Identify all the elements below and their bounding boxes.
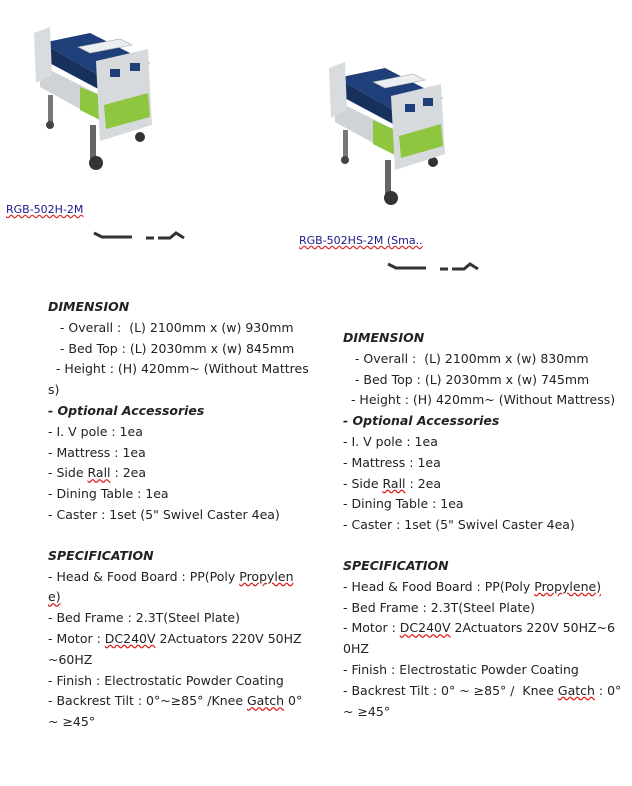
side-rail-suffix: : 2ea — [405, 475, 441, 491]
accessory-iv-pole: - I. V pole : 1ea — [343, 433, 438, 449]
spec-motor-b: DC240V — [399, 620, 451, 636]
dimension-heading: DIMENSION — [343, 330, 425, 345]
spec-board-a: - Head & Food Board : PP(Poly — [343, 578, 535, 594]
spec-board — [343, 577, 623, 598]
spec-board-a: - Head & Food Board : PP(Poly — [48, 568, 240, 584]
spec-board-cont — [48, 587, 306, 608]
spec-block-1 — [48, 297, 309, 733]
spec-tilt-b: Gatch — [247, 693, 285, 709]
accessory-caster: - Caster : 1set (5" Swivel Caster 4ea) — [343, 517, 575, 533]
spec-tilt-c: 0° — [284, 693, 303, 709]
side-rail-word: Rall — [382, 475, 406, 491]
spec-tilt-cont: ~ ≥45° — [48, 714, 96, 730]
spec-finish: - Finish : Electrostatic Powder Coating — [343, 661, 579, 677]
accessory-mattress: - Mattress : 1ea — [343, 454, 441, 470]
accessory-side-rail — [48, 463, 306, 484]
accessory-side-rail — [343, 474, 623, 495]
product-image-bed-1 — [30, 25, 160, 173]
spec-motor-cont: 0HZ — [343, 641, 369, 657]
accessory-iv-pole: - I. V pole : 1ea — [48, 423, 143, 439]
spec-motor-cont: ~60HZ — [48, 651, 93, 667]
spec-motor-c: 2Actuators 220V 50HZ~6 — [450, 620, 615, 636]
spec-tilt-a: - Backrest Tilt : 0° ~ ≥85° / Knee — [343, 682, 558, 698]
specification-heading: SPECIFICATION — [48, 547, 154, 563]
accessory-dining-table: - Dining Table : 1ea — [343, 496, 464, 512]
side-rail-word: Rall — [87, 465, 111, 481]
spec-motor-b: DC240V — [104, 630, 156, 646]
dimension-overall: - Overall : (L) 2100mm x (w) 930mm — [48, 319, 294, 335]
spec-tilt-a: - Backrest Tilt : 0°~≥85° /Knee — [48, 693, 247, 709]
spec-finish: - Finish : Electrostatic Powder Coating — [48, 672, 284, 688]
spec-block-2 — [343, 328, 623, 722]
spec-board-b: Propylen — [239, 568, 294, 584]
spec-motor — [343, 618, 623, 639]
bed-position-icons-1 — [92, 229, 188, 245]
dimension-overall: - Overall : (L) 2100mm x (w) 830mm — [343, 350, 589, 366]
spec-tilt — [343, 681, 623, 702]
spec-tilt-b: Gatch — [557, 682, 595, 698]
side-rail-suffix: : 2ea — [110, 465, 146, 481]
spec-motor-c: 2Actuators 220V 50HZ — [155, 630, 302, 646]
spec-board-cont-text: e) — [48, 589, 61, 605]
spec-tilt — [48, 691, 306, 712]
side-rail-prefix: - Side — [343, 475, 383, 491]
spec-tilt-cont: ~ ≥45° — [343, 703, 391, 719]
bed-position-icons-2 — [386, 260, 482, 276]
product-image-bed-2 — [325, 58, 455, 208]
side-rail-prefix: - Side — [48, 465, 88, 481]
spec-board-b: Propylene) — [534, 578, 602, 594]
spec-frame: - Bed Frame : 2.3T(Steel Plate) — [343, 599, 535, 615]
dimension-height: - Height : (H) 420mm~ (Without Mattres — [48, 361, 309, 377]
accessory-mattress: - Mattress : 1ea — [48, 444, 146, 460]
accessory-caster: - Caster : 1set (5" Swivel Caster 4ea) — [48, 506, 280, 522]
spec-motor-a: - Motor : — [343, 620, 400, 636]
dimension-heading: DIMENSION — [48, 299, 130, 314]
specification-heading: SPECIFICATION — [343, 557, 449, 573]
spec-tilt-c: : 0° — [594, 682, 622, 698]
dimension-height-cont: s) — [48, 382, 60, 398]
dimension-bed-top: - Bed Top : (L) 2030mm x (w) 745mm — [343, 371, 590, 387]
product-1-link[interactable]: RGB-502H-2M — [6, 203, 84, 216]
product-2-link[interactable]: RGB-502HS-2M (Sma.. — [299, 234, 423, 247]
dimension-height: - Height : (H) 420mm~ (Without Mattress) — [343, 392, 616, 408]
accessories-heading: - Optional Accessories — [343, 413, 500, 429]
spec-motor-a: - Motor : — [48, 630, 105, 646]
spec-frame: - Bed Frame : 2.3T(Steel Plate) — [48, 610, 240, 626]
accessory-dining-table: - Dining Table : 1ea — [48, 486, 169, 502]
spec-motor — [48, 629, 306, 650]
dimension-bed-top: - Bed Top : (L) 2030mm x (w) 845mm — [48, 340, 295, 356]
accessories-heading: - Optional Accessories — [48, 402, 205, 418]
spec-board — [48, 567, 306, 588]
